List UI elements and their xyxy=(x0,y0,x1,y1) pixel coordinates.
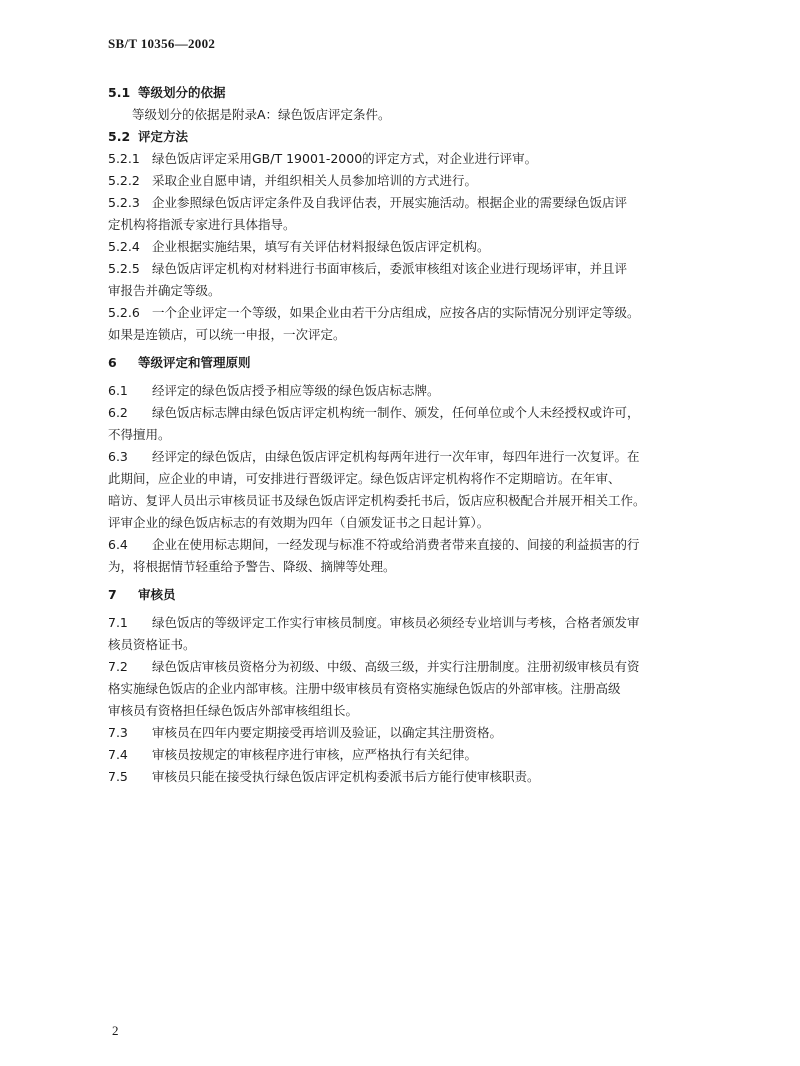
clause-line xyxy=(108,446,723,468)
clause-number: 5.2.5 xyxy=(108,261,140,276)
clause-text: 绿色饭店标志牌由绿色饭店评定机构统一制作、颁发，任何单位或个人未经授权或许可， xyxy=(152,405,640,420)
clause-text: 定机构将指派专家进行具体指导。 xyxy=(108,217,296,232)
clause-line xyxy=(108,302,723,324)
section-number: 6 xyxy=(108,355,117,370)
clause-number: 6.3 xyxy=(108,449,128,464)
clause-continuation-line xyxy=(108,280,723,302)
clause-line xyxy=(108,534,723,556)
clause-text: 审核员在四年内要定期接受再培训及验证，以确定其注册资格。 xyxy=(152,725,503,740)
clause-text: 审报告并确定等级。 xyxy=(108,283,221,298)
clause-text: 经评定的绿色饭店，由绿色饭店评定机构每两年进行一次年审，每四年进行一次复评。在 xyxy=(152,449,640,464)
section-heading-6 xyxy=(108,352,723,374)
clause-text: 一个企业评定一个等级，如果企业由若干分店组成，应按各店的实际情况分别评定等级。 xyxy=(152,305,640,320)
clause-line xyxy=(108,170,723,192)
section-title: 等级评定和管理原则 xyxy=(138,355,251,370)
clause-text: 为，将根据情节轻重给予警告、降级、摘牌等处理。 xyxy=(108,559,396,574)
section-title: 等级划分的依据 xyxy=(138,85,226,100)
section-heading-7 xyxy=(108,584,723,606)
section-title: 评定方法 xyxy=(138,129,189,144)
clause-line xyxy=(108,192,723,214)
clause-continuation-line xyxy=(108,678,723,700)
clause-number: 7.4 xyxy=(108,747,128,762)
clause-text: 评审企业的绿色饭店标志的有效期为四年（自颁发证书之日起计算）。 xyxy=(108,515,490,530)
clause-text: 企业根据实施结果，填写有关评估材料报绿色饭店评定机构。 xyxy=(152,239,490,254)
clause-text: 此期间，应企业的申请，可安排进行晋级评定。绿色饭店评定机构将作不定期暗访。在年审、 xyxy=(108,471,621,486)
standard-code: SB/T 10356—2002 xyxy=(108,36,216,51)
clause-number: 7.5 xyxy=(108,769,128,784)
section-heading-5-2 xyxy=(108,126,723,148)
clause-line xyxy=(108,402,723,424)
clause-list-5-2 xyxy=(108,148,723,346)
clause-number: 5.2.2 xyxy=(108,173,140,188)
clause-continuation-line xyxy=(108,468,723,490)
clause-number: 7.3 xyxy=(108,725,128,740)
clause-text: 审核员按规定的审核程序进行审核，应严格执行有关纪律。 xyxy=(152,747,478,762)
clause-continuation-line xyxy=(108,556,723,578)
clause-number: 5.2.4 xyxy=(108,239,140,254)
clause-number: 6.4 xyxy=(108,537,128,552)
clause-line xyxy=(108,236,723,258)
clause-continuation-line xyxy=(108,214,723,236)
clause-line xyxy=(108,722,723,744)
clause-line xyxy=(108,148,723,170)
clause-continuation-line xyxy=(108,634,723,656)
clause-text: 核员资格证书。 xyxy=(108,637,196,652)
clause-text: 绿色饭店评定机构对材料进行书面审核后，委派审核组对该企业进行现场评审，并且评 xyxy=(152,261,628,276)
clause-text: 如果是连锁店，可以统一申报，一次评定。 xyxy=(108,327,346,342)
clause-line xyxy=(108,766,723,788)
clause-continuation-line xyxy=(108,700,723,722)
clause-line xyxy=(108,258,723,280)
clause-number: 7.2 xyxy=(108,659,128,674)
clause-list-7 xyxy=(108,612,723,788)
section-number: 5.1 xyxy=(108,85,131,100)
clause-text: 绿色饭店审核员资格分为初级、中级、高级三级，并实行注册制度。注册初级审核员有资 xyxy=(152,659,640,674)
clause-number: 6.1 xyxy=(108,383,128,398)
section-heading-5-1 xyxy=(108,82,723,104)
clause-text: 企业参照绿色饭店评定条件及自我评估表，开展实施活动。根据企业的需要绿色饭店评 xyxy=(152,195,628,210)
clause-number: 5.2.6 xyxy=(108,305,140,320)
clause-line xyxy=(108,380,723,402)
clause-continuation-line xyxy=(108,512,723,534)
clause-line xyxy=(108,656,723,678)
section-number: 5.2 xyxy=(108,129,131,144)
clause-text: 绿色饭店评定采用GB/T 19001-2000的评定方式，对企业进行评审。 xyxy=(152,151,538,166)
clause-number: 6.2 xyxy=(108,405,128,420)
clause-text: 审核员只能在接受执行绿色饭店评定机构委派书后方能行使审核职责。 xyxy=(152,769,540,784)
clause-text: 暗访、复评人员出示审核员证书及绿色饭店评定机构委托书后，饭店应积极配合并展开相关工作。 xyxy=(108,493,646,508)
clause-number: 5.2.3 xyxy=(108,195,140,210)
page-number: 2 xyxy=(112,1023,119,1038)
clause-number: 5.2.1 xyxy=(108,151,140,166)
clause-text: 经评定的绿色饭店授予相应等级的绿色饭店标志牌。 xyxy=(152,383,440,398)
clause-continuation-line xyxy=(108,490,723,512)
clause-line xyxy=(108,612,723,634)
clause-text: 不得擅用。 xyxy=(108,427,171,442)
clause-text: 采取企业自愿申请，并组织相关人员参加培训的方式进行。 xyxy=(152,173,478,188)
clause-list-6 xyxy=(108,380,723,578)
clause-line xyxy=(108,744,723,766)
section-title: 审核员 xyxy=(138,587,176,602)
section-number: 7 xyxy=(108,587,117,602)
clause-text: 审核员有资格担任绿色饭店外部审核组组长。 xyxy=(108,703,359,718)
clause-number: 7.1 xyxy=(108,615,128,630)
paragraph-5-1: 等级划分的依据是附录A：绿色饭店评定条件。 xyxy=(132,107,391,122)
clause-continuation-line xyxy=(108,324,723,346)
clause-text: 企业在使用标志期间，一经发现与标准不符或给消费者带来直接的、间接的利益损害的行 xyxy=(152,537,640,552)
document-body xyxy=(108,82,723,788)
clause-text: 格实施绿色饭店的企业内部审核。注册中级审核员有资格实施绿色饭店的外部审核。注册高级 xyxy=(108,681,621,696)
clause-text: 绿色饭店的等级评定工作实行审核员制度。审核员必须经专业培训与考核，合格者颁发审 xyxy=(152,615,640,630)
clause-continuation-line xyxy=(108,424,723,446)
